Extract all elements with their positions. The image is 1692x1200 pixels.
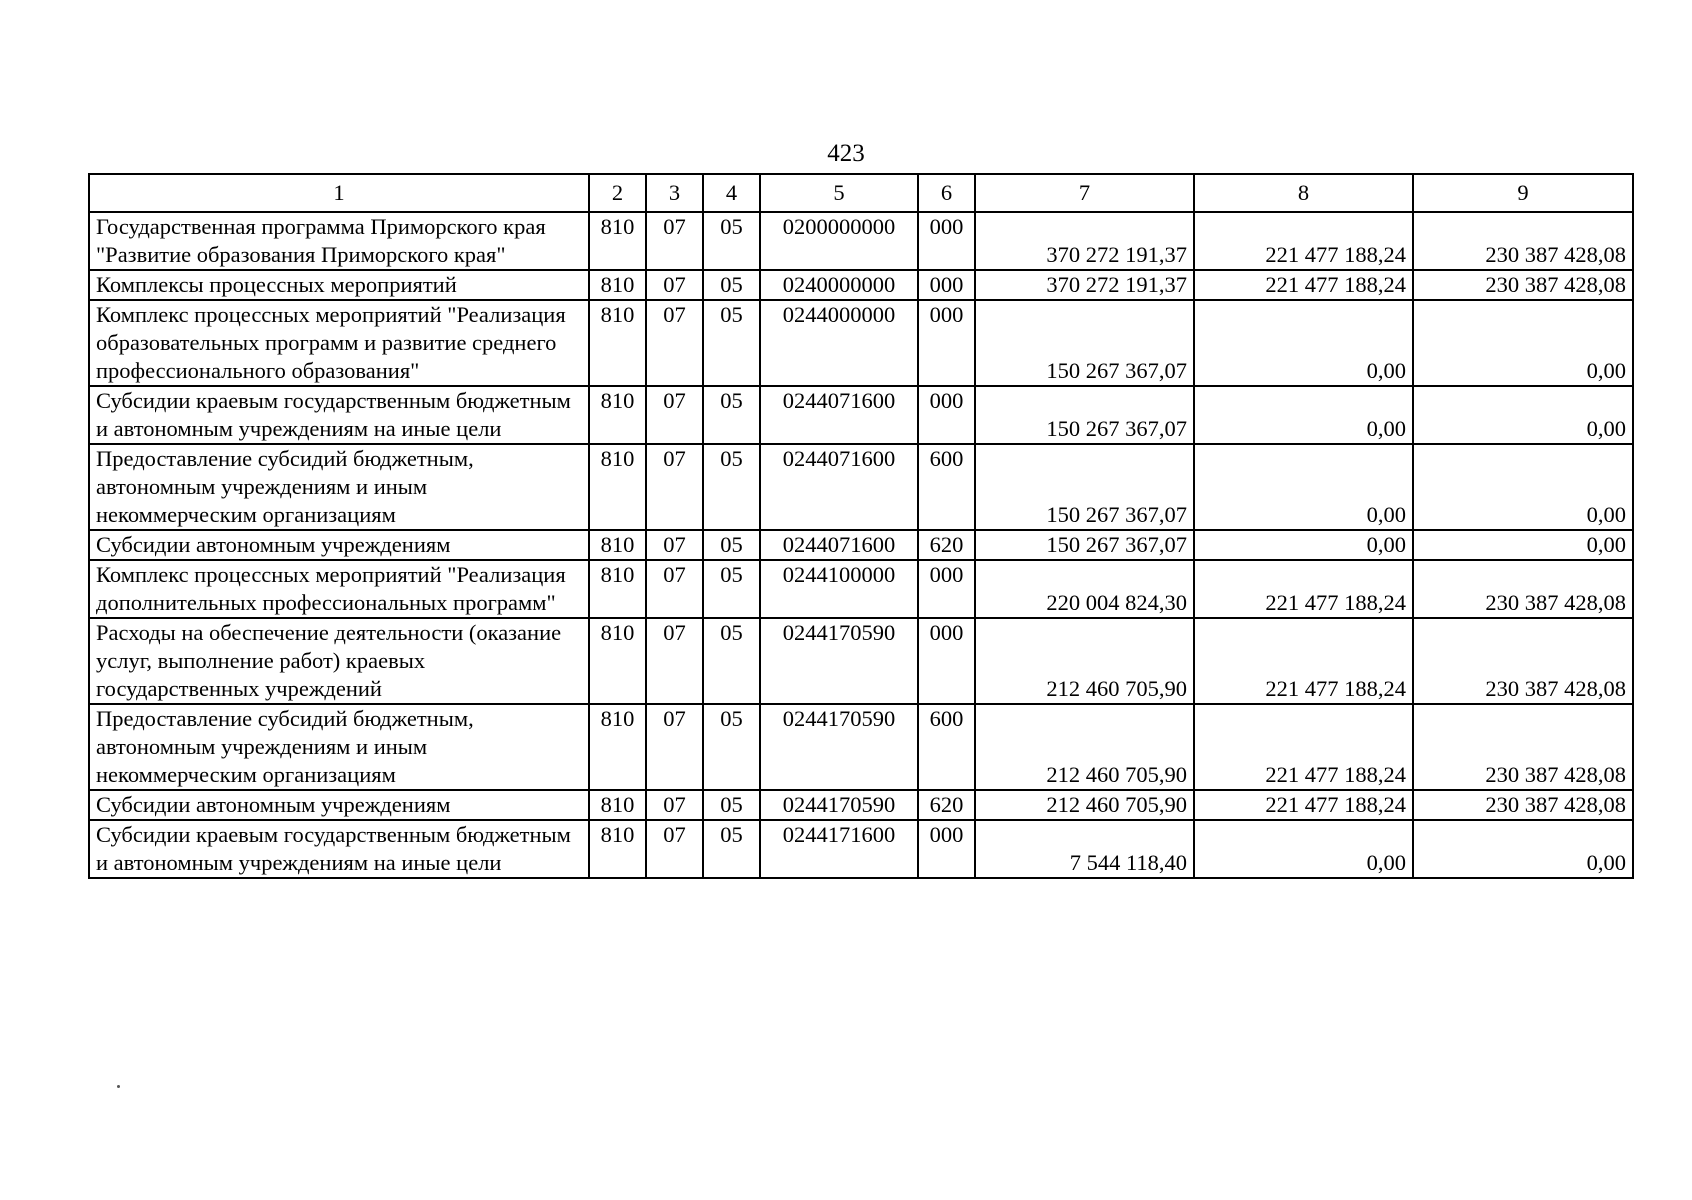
table-row xyxy=(89,270,1633,300)
row-name: Комплекс процессных мероприятий "Реализация дополнительных профессиональных программ" xyxy=(89,560,589,618)
row-col-3: 07 xyxy=(646,560,703,618)
page-number: 423 xyxy=(827,140,865,167)
row-amount-8: 221 477 188,24 xyxy=(1194,618,1413,704)
row-col-3: 07 xyxy=(646,212,703,270)
row-amount-9: 230 387 428,08 xyxy=(1413,790,1633,820)
row-name: Субсидии автономным учреждениям xyxy=(89,530,589,560)
row-amount-7: 212 460 705,90 xyxy=(975,618,1194,704)
row-col-3: 07 xyxy=(646,386,703,444)
row-col-5: 0244071600 xyxy=(760,444,918,530)
row-col-2: 810 xyxy=(589,530,646,560)
row-amount-8: 0,00 xyxy=(1194,820,1413,878)
row-col-5: 0244170590 xyxy=(760,790,918,820)
row-col-3: 07 xyxy=(646,444,703,530)
row-name: Субсидии автономным учреждениям xyxy=(89,790,589,820)
row-amount-8: 221 477 188,24 xyxy=(1194,270,1413,300)
row-col-6: 620 xyxy=(918,530,975,560)
col-header-5: 5 xyxy=(760,174,918,212)
row-col-6: 600 xyxy=(918,444,975,530)
row-amount-9: 230 387 428,08 xyxy=(1413,618,1633,704)
row-amount-7: 220 004 824,30 xyxy=(975,560,1194,618)
row-col-4: 05 xyxy=(703,530,760,560)
row-col-6: 000 xyxy=(918,386,975,444)
row-amount-8: 0,00 xyxy=(1194,444,1413,530)
row-col-2: 810 xyxy=(589,820,646,878)
row-col-2: 810 xyxy=(589,618,646,704)
table-row xyxy=(89,790,1633,820)
table-row xyxy=(89,386,1633,444)
col-header-8: 8 xyxy=(1194,174,1413,212)
row-amount-9: 0,00 xyxy=(1413,386,1633,444)
row-col-6: 000 xyxy=(918,212,975,270)
row-col-3: 07 xyxy=(646,820,703,878)
row-col-6: 000 xyxy=(918,300,975,386)
row-col-6: 600 xyxy=(918,704,975,790)
row-amount-7: 212 460 705,90 xyxy=(975,704,1194,790)
row-amount-9: 0,00 xyxy=(1413,444,1633,530)
row-amount-8: 0,00 xyxy=(1194,300,1413,386)
row-col-6: 000 xyxy=(918,820,975,878)
row-name: Предоставление субсидий бюджетным, автономным учреждениям и иным некоммерческим организациям xyxy=(89,444,589,530)
row-col-5: 0244071600 xyxy=(760,386,918,444)
row-col-4: 05 xyxy=(703,704,760,790)
row-name: Комплексы процессных мероприятий xyxy=(89,270,589,300)
row-col-5: 0244170590 xyxy=(760,618,918,704)
col-header-1: 1 xyxy=(89,174,589,212)
col-header-6: 6 xyxy=(918,174,975,212)
row-col-2: 810 xyxy=(589,300,646,386)
row-amount-7: 370 272 191,37 xyxy=(975,270,1194,300)
budget-table xyxy=(88,173,1634,879)
row-amount-7: 370 272 191,37 xyxy=(975,212,1194,270)
row-col-5: 0244071600 xyxy=(760,530,918,560)
row-col-3: 07 xyxy=(646,300,703,386)
row-col-5: 0244100000 xyxy=(760,560,918,618)
row-amount-9: 230 387 428,08 xyxy=(1413,212,1633,270)
row-col-6: 620 xyxy=(918,790,975,820)
row-amount-8: 0,00 xyxy=(1194,530,1413,560)
row-amount-9: 0,00 xyxy=(1413,820,1633,878)
col-header-3: 3 xyxy=(646,174,703,212)
table-row xyxy=(89,212,1633,270)
row-name: Расходы на обеспечение деятельности (оказание услуг, выполнение работ) краевых государственных учреждений xyxy=(89,618,589,704)
row-amount-9: 0,00 xyxy=(1413,300,1633,386)
row-col-3: 07 xyxy=(646,618,703,704)
row-col-3: 07 xyxy=(646,530,703,560)
row-name: Субсидии краевым государственным бюджетным и автономным учреждениям на иные цели xyxy=(89,386,589,444)
row-col-5: 0244000000 xyxy=(760,300,918,386)
row-col-3: 07 xyxy=(646,704,703,790)
row-col-4: 05 xyxy=(703,560,760,618)
row-col-4: 05 xyxy=(703,212,760,270)
row-amount-9: 230 387 428,08 xyxy=(1413,270,1633,300)
row-amount-9: 0,00 xyxy=(1413,530,1633,560)
row-name: Субсидии краевым государственным бюджетным и автономным учреждениям на иные цели xyxy=(89,820,589,878)
row-col-2: 810 xyxy=(589,560,646,618)
row-col-3: 07 xyxy=(646,790,703,820)
table-row xyxy=(89,820,1633,878)
row-col-2: 810 xyxy=(589,270,646,300)
row-col-3: 07 xyxy=(646,270,703,300)
row-col-4: 05 xyxy=(703,790,760,820)
row-amount-9: 230 387 428,08 xyxy=(1413,560,1633,618)
col-header-9: 9 xyxy=(1413,174,1633,212)
row-col-4: 05 xyxy=(703,270,760,300)
row-name: Предоставление субсидий бюджетным, автономным учреждениям и иным некоммерческим организациям xyxy=(89,704,589,790)
row-col-2: 810 xyxy=(589,704,646,790)
col-header-7: 7 xyxy=(975,174,1194,212)
col-header-4: 4 xyxy=(703,174,760,212)
row-name: Комплекс процессных мероприятий "Реализация образовательных программ и развитие среднего профессионального образования" xyxy=(89,300,589,386)
col-header-2: 2 xyxy=(589,174,646,212)
row-col-6: 000 xyxy=(918,560,975,618)
row-col-4: 05 xyxy=(703,300,760,386)
row-name: Государственная программа Приморского края "Развитие образования Приморского края" xyxy=(89,212,589,270)
row-col-6: 000 xyxy=(918,618,975,704)
row-col-4: 05 xyxy=(703,618,760,704)
row-amount-7: 150 267 367,07 xyxy=(975,386,1194,444)
row-col-5: 0240000000 xyxy=(760,270,918,300)
row-col-6: 000 xyxy=(918,270,975,300)
row-amount-8: 0,00 xyxy=(1194,386,1413,444)
row-amount-8: 221 477 188,24 xyxy=(1194,560,1413,618)
table-row xyxy=(89,530,1633,560)
row-col-2: 810 xyxy=(589,212,646,270)
row-amount-7: 150 267 367,07 xyxy=(975,530,1194,560)
row-amount-8: 221 477 188,24 xyxy=(1194,704,1413,790)
row-col-5: 0200000000 xyxy=(760,212,918,270)
row-col-4: 05 xyxy=(703,386,760,444)
scan-speck xyxy=(117,1085,120,1088)
table-row xyxy=(89,618,1633,704)
row-amount-9: 230 387 428,08 xyxy=(1413,704,1633,790)
row-col-2: 810 xyxy=(589,444,646,530)
row-col-4: 05 xyxy=(703,820,760,878)
table-row xyxy=(89,444,1633,530)
row-col-2: 810 xyxy=(589,386,646,444)
row-col-5: 0244170590 xyxy=(760,704,918,790)
table-row xyxy=(89,704,1633,790)
table-row xyxy=(89,300,1633,386)
row-amount-7: 150 267 367,07 xyxy=(975,444,1194,530)
row-amount-7: 7 544 118,40 xyxy=(975,820,1194,878)
row-amount-7: 212 460 705,90 xyxy=(975,790,1194,820)
row-col-2: 810 xyxy=(589,790,646,820)
header-row xyxy=(89,174,1633,212)
row-amount-8: 221 477 188,24 xyxy=(1194,212,1413,270)
row-amount-8: 221 477 188,24 xyxy=(1194,790,1413,820)
row-amount-7: 150 267 367,07 xyxy=(975,300,1194,386)
table-row xyxy=(89,560,1633,618)
row-col-5: 0244171600 xyxy=(760,820,918,878)
row-col-4: 05 xyxy=(703,444,760,530)
